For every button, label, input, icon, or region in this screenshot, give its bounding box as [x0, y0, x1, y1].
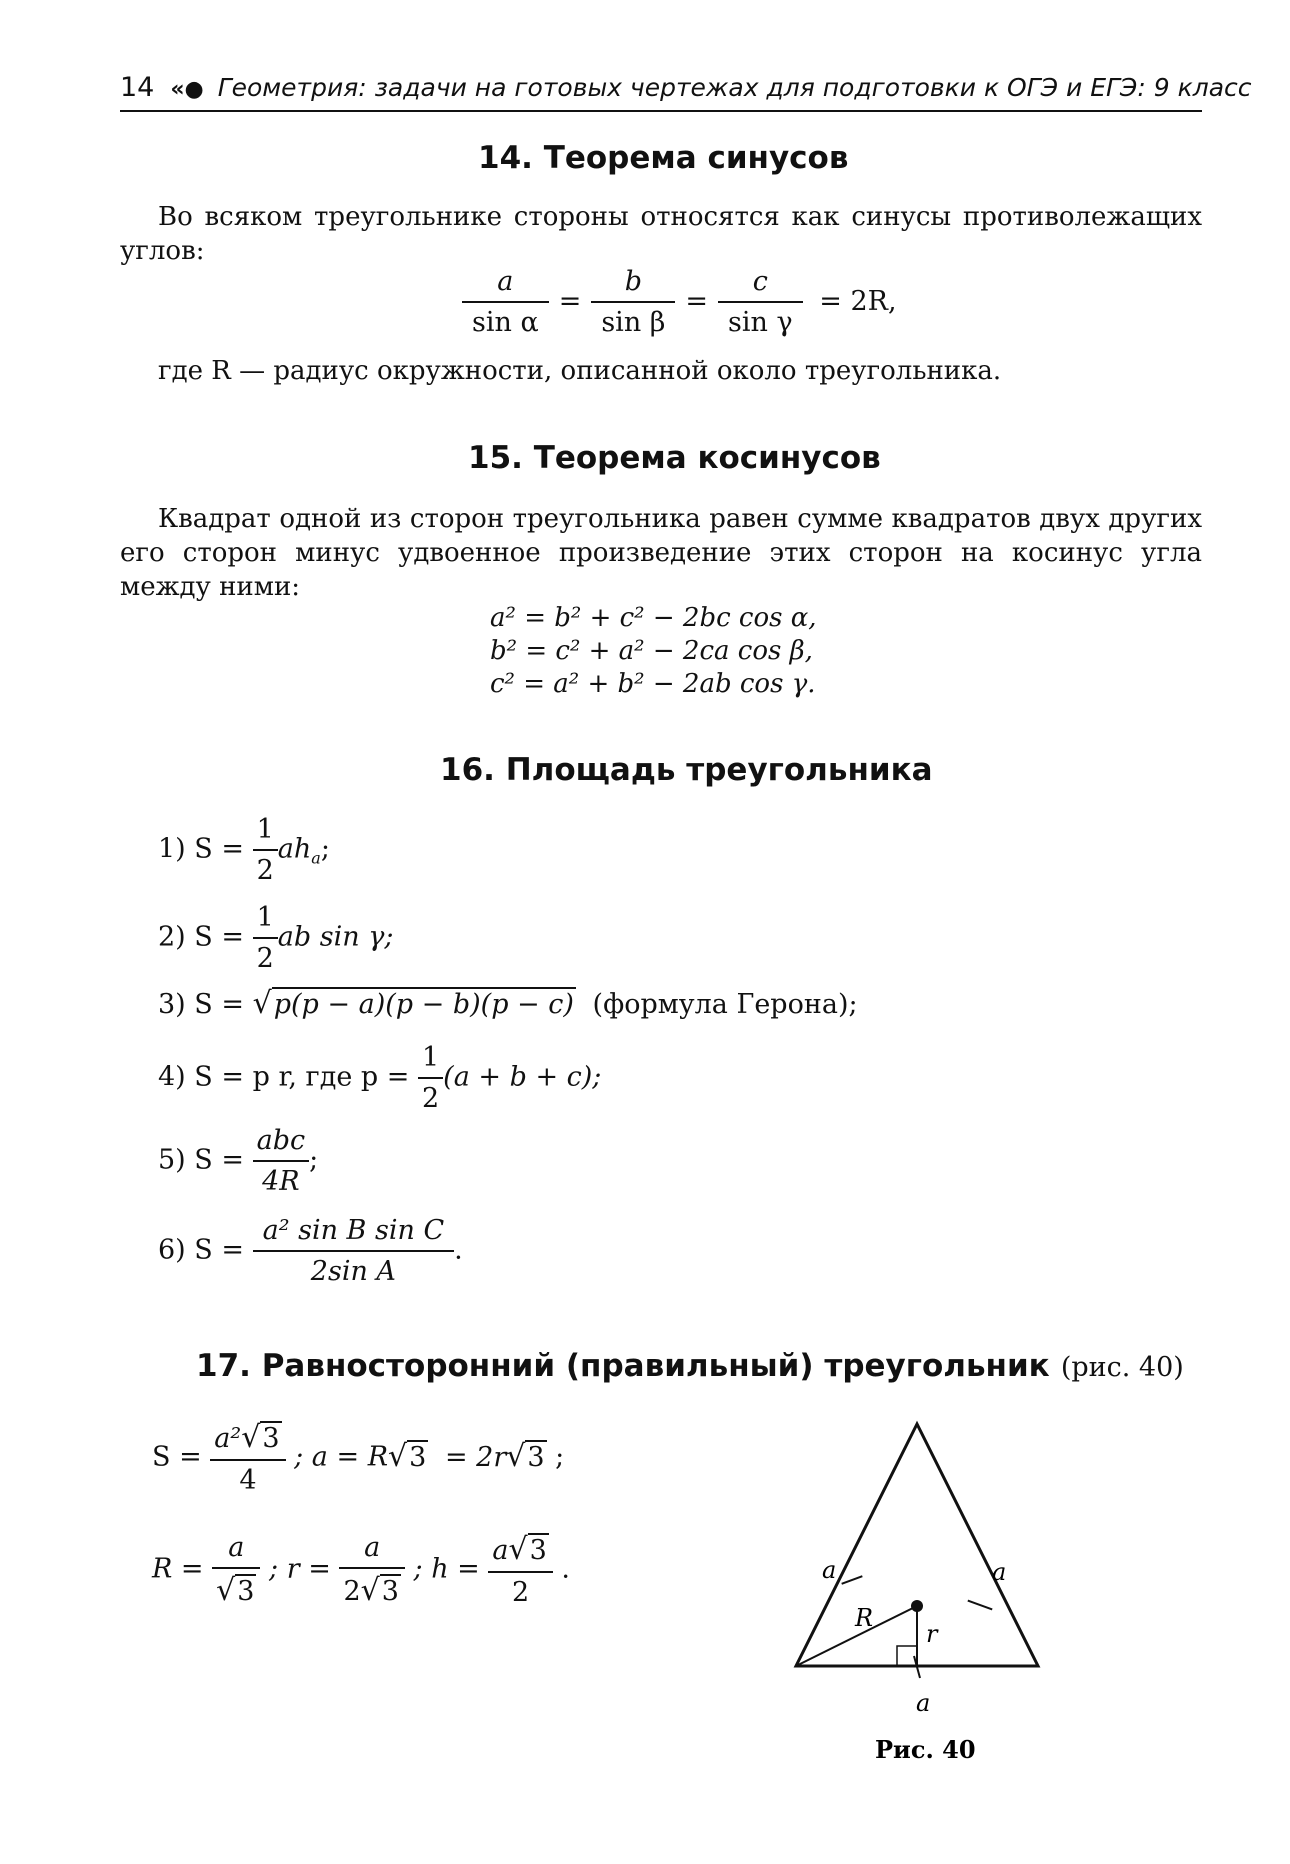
- s15-eq3: c² = a² + b² − 2ab cos γ.: [490, 669, 816, 699]
- section-15-title: 15. Теорема косинусов: [468, 440, 881, 476]
- figure-ref: (рис. 40): [1060, 1352, 1184, 1383]
- frac-b-sinb: $\frac{b}{\text{sin β}}$: [591, 266, 675, 338]
- running-header: [120, 72, 1252, 103]
- section-16-title: 16. Площадь треугольника: [440, 752, 933, 788]
- equilateral-area-formula: S = $\frac{\text{a²√3}}{4}$ ; a = R√3 = 2r√3 ;: [152, 1420, 565, 1496]
- frac-c-sinc: $\frac{c}{\text{sin γ}}$: [718, 266, 803, 338]
- area-formula-1: 1) S = $\frac{1}{2}$ $ah_a$;: [158, 814, 330, 886]
- page-number: 14: [120, 72, 155, 103]
- center-point: [911, 1600, 923, 1612]
- s15-eq1: a² = b² + c² − 2bc cos α,: [490, 603, 817, 633]
- book-title: Геометрия: задачи на готовых чертежах для подготовки к ОГЭ и ЕГЭ: 9 класс: [217, 73, 1252, 102]
- area-formula-6: 6) S = $\frac{\text{a² sin B sin C}}{\text{2sin A}}$ .: [158, 1215, 463, 1287]
- label-R: R: [855, 1604, 874, 1632]
- section-17-title: 17. Равносторонний (правильный) треугольник: [196, 1348, 1050, 1384]
- s15-text: Квадрат одной из сторон треугольника равен сумме квадратов двух других его сторон минус удвоенное произведение этих сторон на косинус угла между ними:: [120, 504, 1202, 602]
- header-rule: [120, 110, 1202, 112]
- s15-eq2: b² = c² + a² − 2ca cos β,: [490, 636, 813, 666]
- tick-right: [968, 1601, 992, 1610]
- area-formula-4: 4) S = p r, где p = $\frac{1}{2}$ (a + b + c);: [158, 1042, 602, 1114]
- equilateral-radii-formulas: R = $\frac{a}{√3}$ ; r = $\frac{a}{2√3}$ ; h = $\frac{a√3}{2}$ .: [152, 1532, 571, 1608]
- frac-a-sina: $\frac{a}{\text{sin α}}$: [462, 266, 549, 338]
- figure-caption: Рис. 40: [875, 1735, 976, 1764]
- label-side-right: a: [992, 1558, 1007, 1586]
- s14-formula: $\frac{a}{\text{sin α}}$ = $\frac{b}{\text{sin β}}$ = $\frac{c}{\text{sin γ}}$ = 2R,: [462, 266, 897, 338]
- tick-left: [842, 1576, 863, 1584]
- section-17-title-line: [196, 1348, 1184, 1384]
- header-arrows-icon: «●: [170, 77, 204, 102]
- label-side-left: a: [822, 1556, 837, 1584]
- label-r: r: [926, 1620, 938, 1648]
- area-formula-2: 2) S = $\frac{1}{2}$ ab sin γ;: [158, 902, 394, 974]
- s14-where: где R — радиус окружности, описанной около треугольника.: [158, 356, 1002, 386]
- area-formula-5: 5) S = $\frac{\text{abc}}{4R}$ ;: [158, 1125, 319, 1197]
- figure-40-equilateral-triangle: [760, 1400, 1060, 1780]
- label-side-bottom: a: [916, 1689, 931, 1717]
- s14-text: Во всяком треугольнике стороны относятся как синусы противолежащих углов:: [120, 202, 1202, 266]
- section-14-title: 14. Теорема синусов: [478, 140, 849, 176]
- area-formula-3-heron: 3) S = √p(p − a)(p − b)(p − c) (формула Герона);: [158, 986, 858, 1021]
